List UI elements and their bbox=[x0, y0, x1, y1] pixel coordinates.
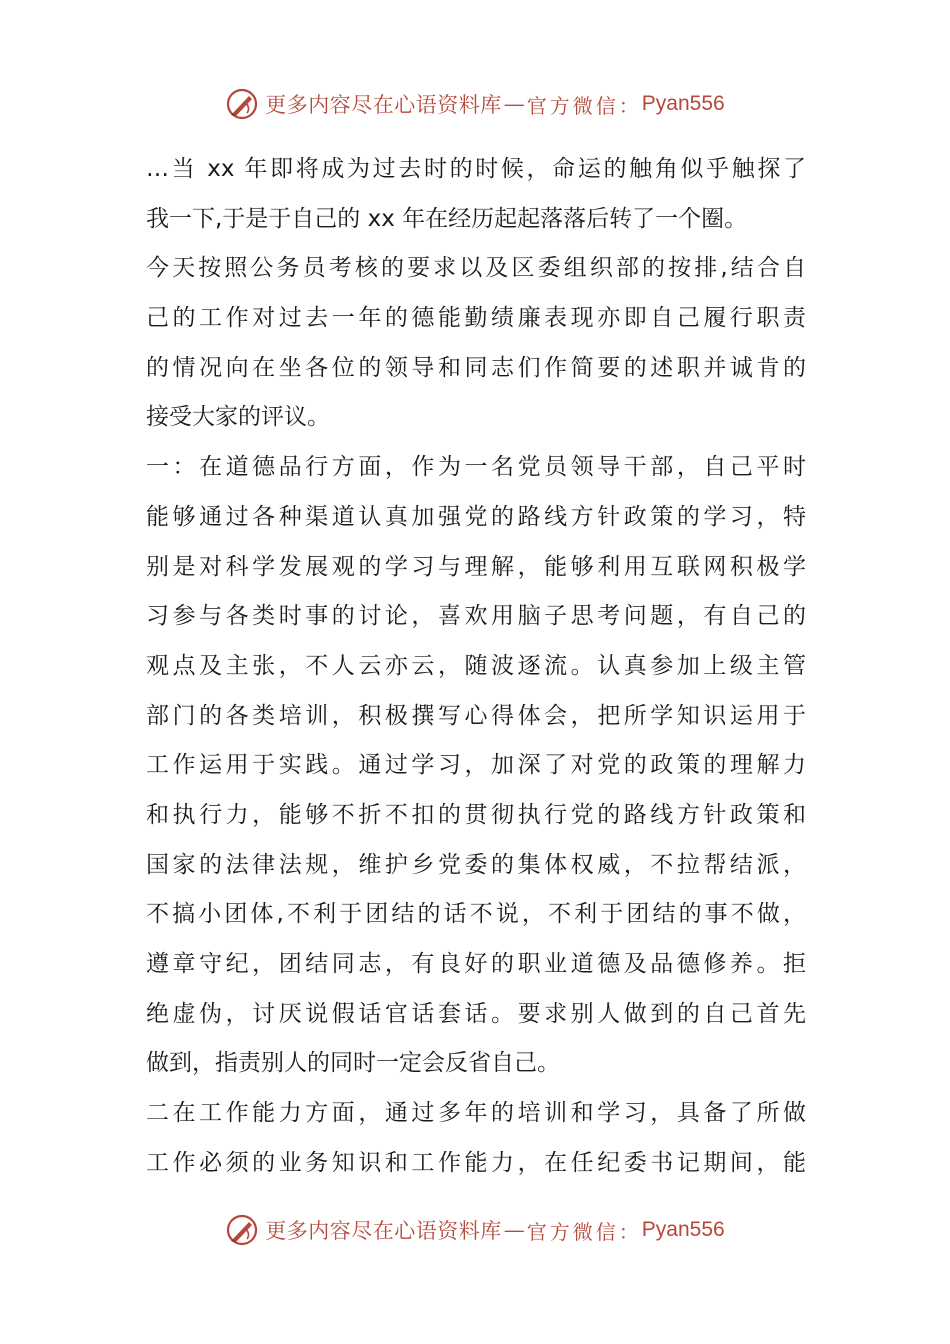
text-line: 不搞小团体,不利于团结的话不说，不利于团结的事不做， bbox=[146, 901, 806, 928]
watermark-dash: — bbox=[503, 92, 525, 116]
text-line: 我一下,于是于自己的 xx 年在经历起起落落后转了一个圈。 bbox=[146, 205, 748, 232]
text-line: 部门的各类培训，积极撰写心得体会，把所学知识运用于 bbox=[146, 702, 806, 729]
text-line: 的情况向在坐各位的领导和同志们作简要的述职并诚肯的 bbox=[146, 354, 806, 381]
watermark-wechat-id: Pyan556 bbox=[641, 1218, 725, 1241]
watermark-banner-top bbox=[0, 84, 950, 124]
document-body bbox=[146, 145, 806, 1188]
text-line: 工作必须的业务知识和工作能力，在任纪委书记期间，能 bbox=[146, 1149, 806, 1176]
watermark-official-label: 官方微信： bbox=[526, 1219, 642, 1244]
text-line: 习参与各类时事的讨论，喜欢用脑子思考问题，有自己的 bbox=[146, 603, 806, 630]
watermark-banner-bottom bbox=[0, 1210, 950, 1250]
text-line: 己的工作对过去一年的德能勤绩廉表现亦即自己履行职责 bbox=[146, 305, 806, 332]
pen-logo-icon bbox=[225, 87, 259, 121]
text-line: 国家的法律法规，维护乡党委的集体权威，不拉帮结派， bbox=[146, 851, 806, 878]
text-line: 二在工作能力方面，通过多年的培训和学习，具备了所做 bbox=[146, 1100, 806, 1127]
text-line: 接受大家的评议。 bbox=[146, 404, 330, 431]
text-line: 绝虚伪，讨厌说假话官话套话。要求别人做到的自己首先 bbox=[146, 1000, 806, 1027]
text-line: 做到，指责别人的同时一定会反省自己。 bbox=[146, 1050, 560, 1077]
text-line: 今天按照公务员考核的要求以及区委组织部的按排,结合自 bbox=[146, 255, 806, 282]
watermark-wechat-id: Pyan556 bbox=[641, 92, 725, 115]
text-line: 工作运用于实践。通过学习，加深了对党的政策的理解力 bbox=[146, 752, 806, 779]
text-line: 和执行力，能够不折不扣的贯彻执行党的路线方针政策和 bbox=[146, 801, 806, 828]
text-line: 一：在道德品行方面，作为一名党员领导干部，自己平时 bbox=[146, 454, 806, 481]
text-line: …当 xx 年即将成为过去时的时候，命运的触角似乎触探了 bbox=[146, 156, 806, 182]
watermark-brand-text: 更多内容尽在心语资料库 bbox=[265, 1219, 502, 1243]
watermark-official-label: 官方微信： bbox=[526, 93, 642, 118]
text-line: 别是对科学发展观的学习与理解，能够利用互联网积极学 bbox=[146, 553, 806, 580]
pen-logo-icon bbox=[225, 1213, 259, 1247]
text-line: 观点及主张，不人云亦云，随波逐流。认真参加上级主管 bbox=[146, 652, 806, 679]
watermark-brand-text: 更多内容尽在心语资料库 bbox=[265, 93, 502, 117]
watermark-dash: — bbox=[503, 1218, 525, 1242]
text-line: 遵章守纪，团结同志，有良好的职业道德及品德修养。拒 bbox=[146, 951, 806, 977]
text-line: 能够通过各种渠道认真加强党的路线方针政策的学习，特 bbox=[146, 503, 806, 530]
